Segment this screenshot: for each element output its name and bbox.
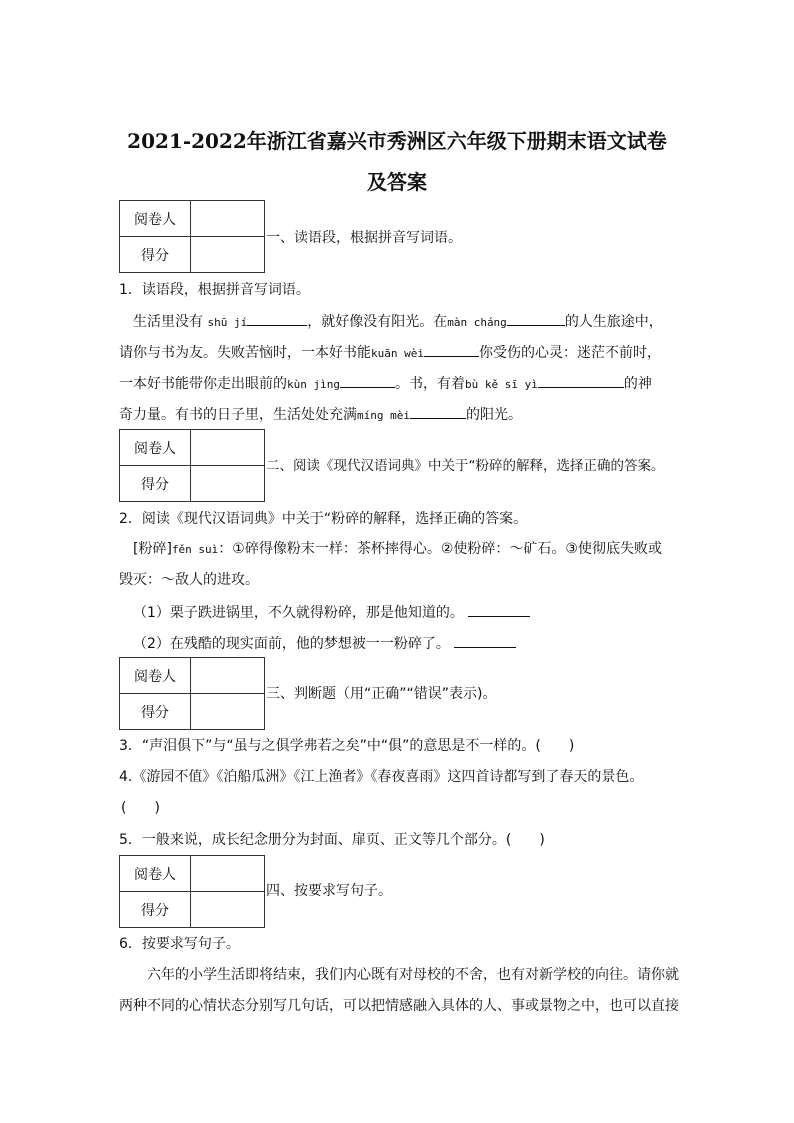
reviewer-label: 阅卷人: [120, 856, 191, 892]
score-cell[interactable]: [191, 466, 265, 502]
judgment-question: 5．一般来说，成长纪念册分为封面、扉页、正文等几个部分。( ): [119, 832, 545, 848]
score-label: 得分: [120, 892, 191, 928]
page-title-continued: 及答案: [367, 170, 427, 194]
score-box: [119, 657, 265, 730]
answer-parentheses[interactable]: ( ): [121, 800, 160, 816]
page-title: 2021-2022年浙江省嘉兴市秀洲区六年级下册期末语文试卷: [127, 129, 667, 153]
score-cell[interactable]: [191, 237, 265, 273]
sub-question: （2）在残酷的现实面前，他的梦想被一一粉碎了。: [133, 633, 516, 654]
pinyin-hint: kuān wèi: [371, 347, 424, 360]
definition-line: [粉碎]fěn suì：①碎得像粉末一样：茶杯摔得心。②使粉碎：～矿石。③使彻底失败或: [133, 541, 662, 557]
sub-question: （1）栗子跌进锅里，不久就得粉碎，那是他知道的。: [133, 602, 530, 623]
answer-blank[interactable]: [340, 373, 395, 388]
paragraph-line: 两种不同的心情状态分别写几句话，可以把情感融入具体的人、事或景物之中，也可以直接: [119, 998, 679, 1014]
score-box: [119, 200, 265, 273]
score-cell[interactable]: [191, 694, 265, 730]
question-title: 1．读语段，根据拼音写词语。: [119, 282, 310, 298]
answer-blank[interactable]: [507, 311, 565, 326]
pinyin-hint: màn cháng: [447, 316, 507, 329]
reviewer-label: 阅卷人: [120, 430, 191, 466]
pinyin-hint: bù kě sī yì: [464, 378, 538, 391]
reviewer-label: 阅卷人: [120, 658, 191, 694]
paragraph-line: 请你与书为友。失败苦恼时，一本好书能kuān wèi 你受伤的心灵：迷茫不前时，: [119, 342, 661, 364]
score-label: 得分: [120, 466, 191, 502]
reviewer-cell[interactable]: [191, 658, 265, 694]
pinyin-hint: shū jí: [207, 316, 248, 329]
paragraph-line: 生活里没有 shū jí ，就好像没有阳光。在màn cháng 的人生旅途中，: [133, 311, 663, 333]
section-heading: 二、阅读《现代汉语词典》中关于“粉碎的解释，选择正确的答案。: [266, 458, 665, 474]
reviewer-cell[interactable]: [191, 856, 265, 892]
score-label: 得分: [120, 694, 191, 730]
reviewer-cell[interactable]: [191, 201, 265, 237]
judgment-question: 3．“声泪俱下”与“虽与之俱学弗若之矣”中“俱”的意思是不一样的。( ): [119, 738, 575, 754]
question-title: 2．阅读《现代汉语词典》中关于“粉碎的解释，选择正确的答案。: [119, 511, 528, 527]
answer-blank[interactable]: [454, 633, 516, 648]
question-title: 6．按要求写句子。: [119, 936, 240, 952]
definition-line: 毁灭：～敌人的进攻。: [119, 572, 259, 588]
judgment-question: 4.《游园不值》《泊船瓜洲》《江上渔者》《春夜喜雨》这四首诗都写到了春天的景色。: [119, 769, 644, 785]
score-label: 得分: [120, 237, 191, 273]
answer-blank[interactable]: [538, 373, 624, 388]
reviewer-label: 阅卷人: [120, 201, 191, 237]
answer-blank[interactable]: [424, 342, 479, 357]
paragraph-line: 一本好书能带你走出眼前的kùn jìng 。书，有着bù kě sī yì 的神: [119, 373, 652, 395]
score-box: [119, 429, 265, 502]
score-box: [119, 855, 265, 928]
pinyin-hint: kùn jìng: [287, 378, 340, 391]
paragraph-line: 六年的小学生活即将结束，我们内心既有对母校的不舍，也有对新学校的向往。请你就: [147, 967, 679, 983]
answer-blank[interactable]: [468, 602, 530, 617]
answer-blank[interactable]: [247, 311, 307, 326]
paragraph-line: 奇力量。有书的日子里，生活处处充满míng mèi 的阳光。: [119, 404, 522, 426]
section-heading: 三、判断题（用“正确”“错误”表示)。: [266, 686, 497, 702]
score-cell[interactable]: [191, 892, 265, 928]
answer-blank[interactable]: [410, 404, 466, 419]
reviewer-cell[interactable]: [191, 430, 265, 466]
pinyin-hint: míng mèi: [357, 409, 410, 422]
pinyin-hint: fěn suì: [171, 543, 219, 556]
section-heading: 一、读语段，根据拼音写词语。: [266, 230, 462, 246]
section-heading: 四、按要求写句子。: [266, 883, 392, 899]
